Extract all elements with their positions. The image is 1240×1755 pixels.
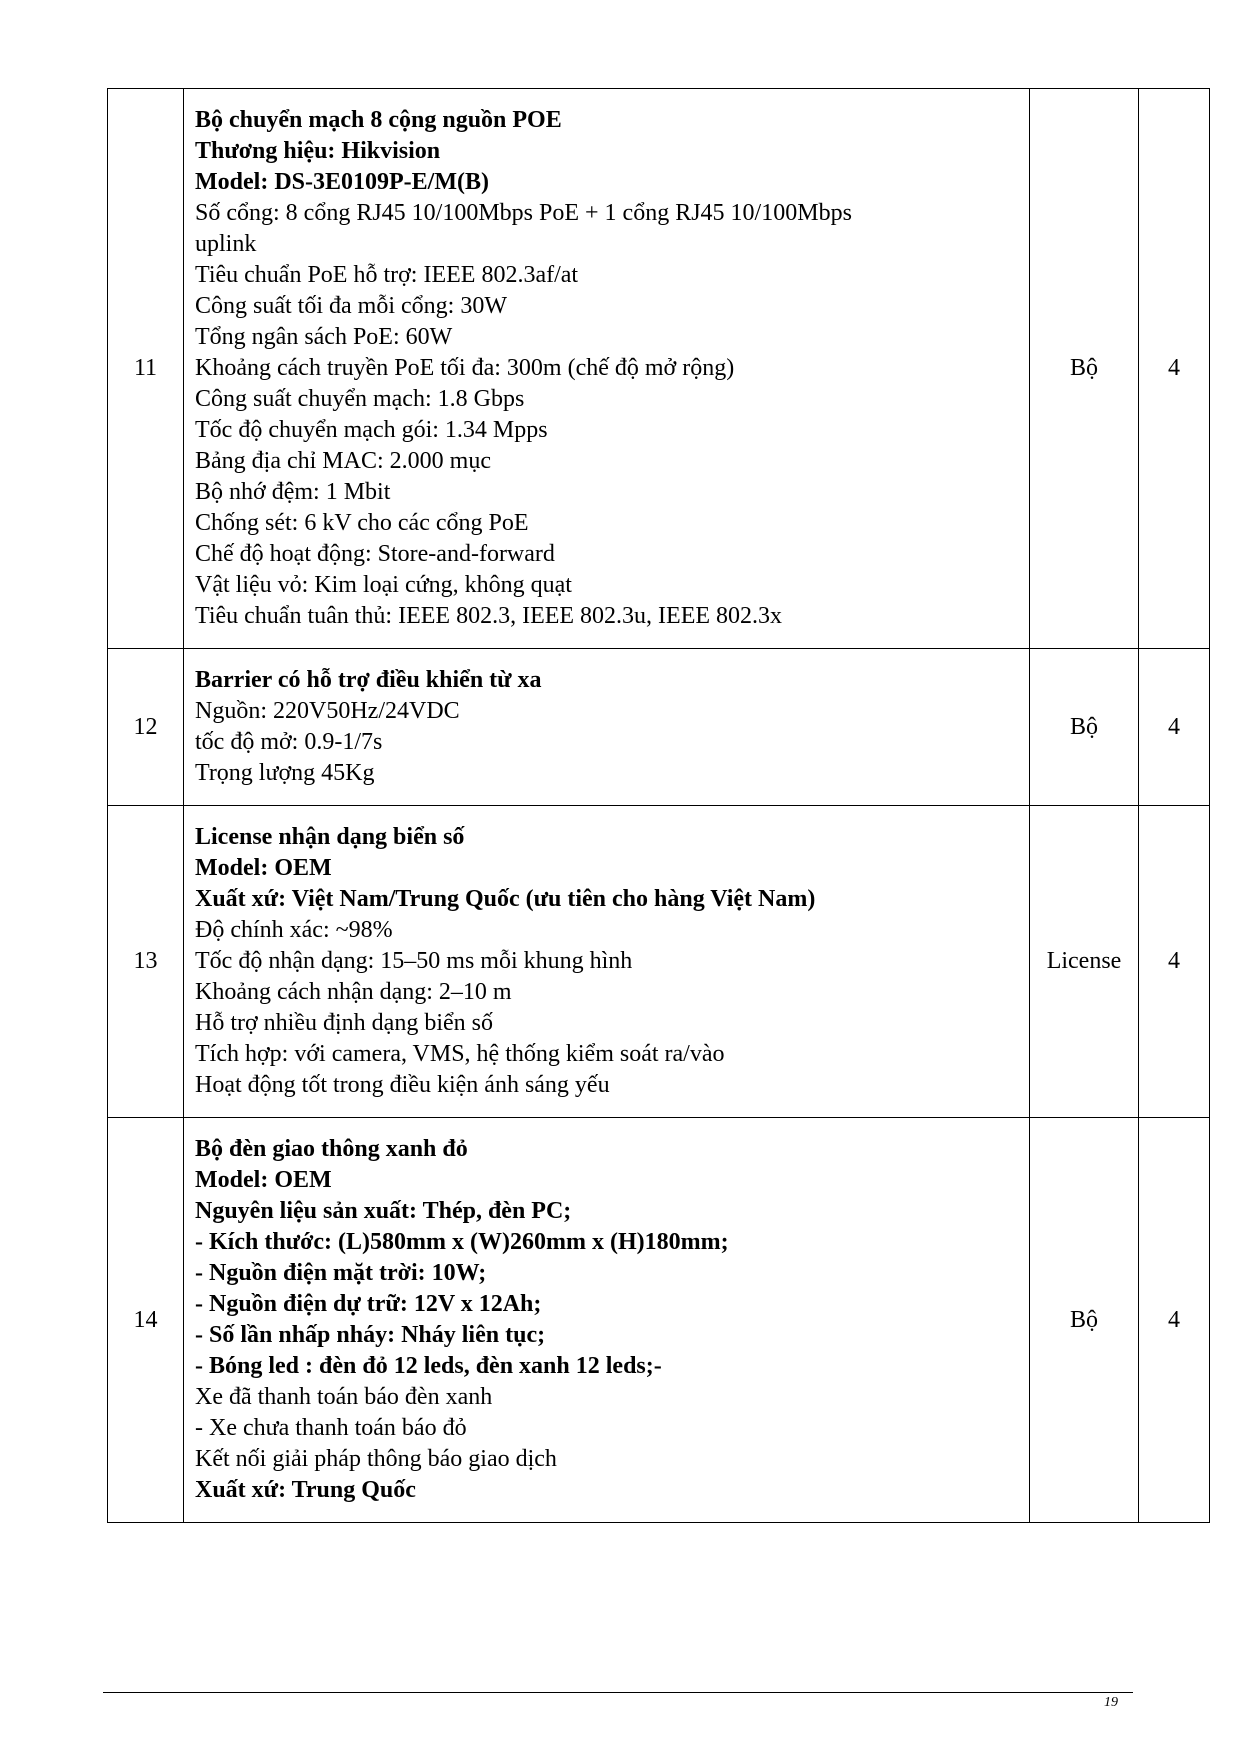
item-description [184, 649, 1030, 806]
item-quantity: 4 [1139, 649, 1210, 806]
equipment-spec-table [107, 88, 1210, 1523]
description-line: Trọng lượng 45Kg [195, 760, 375, 786]
description-line: Chống sét: 6 kV cho các cổng PoE [195, 510, 529, 536]
description-line: - Số lần nhấp nháy: Nháy liên tục; [195, 1322, 546, 1348]
item-quantity: 4 [1139, 89, 1210, 649]
item-unit: Bộ [1030, 89, 1139, 649]
table-row [108, 649, 1210, 806]
item-unit: Bộ [1030, 649, 1139, 806]
footer-divider [103, 1692, 1133, 1693]
description-line: Tiêu chuẩn PoE hỗ trợ: IEEE 802.3af/at [195, 262, 579, 288]
description-line: Tích hợp: với camera, VMS, hệ thống kiểm soát ra/vào [195, 1041, 725, 1067]
description-line: - Bóng led : đèn đỏ 12 leds, đèn xanh 12 leds;- [195, 1353, 662, 1379]
description-line: Tổng ngân sách PoE: 60W [195, 324, 453, 350]
description-line: Tiêu chuẩn tuân thủ: IEEE 802.3, IEEE 802.3u, IEEE 802.3x [195, 603, 783, 629]
item-description [184, 806, 1030, 1118]
description-line: Nguồn: 220V50Hz/24VDC [195, 698, 460, 724]
description-line: Hoạt động tốt trong điều kiện ánh sáng yếu [195, 1072, 610, 1098]
item-quantity: 4 [1139, 1118, 1210, 1523]
description-line: Model: OEM [195, 1167, 332, 1193]
table-row [108, 1118, 1210, 1523]
description-line: Tốc độ nhận dạng: 15–50 ms mỗi khung hình [195, 948, 633, 974]
description-line: - Nguồn điện dự trữ: 12V x 12Ah; [195, 1291, 542, 1317]
description-line: Công suất tối đa mỗi cổng: 30W [195, 293, 507, 319]
description-line: uplink [195, 231, 257, 257]
description-line: Kết nối giải pháp thông báo giao dịch [195, 1446, 557, 1472]
description-line: Tốc độ chuyển mạch gói: 1.34 Mpps [195, 417, 548, 443]
description-line: Độ chính xác: ~98% [195, 917, 393, 943]
description-line: Nguyên liệu sản xuất: Thép, đèn PC; [195, 1198, 572, 1224]
description-line: License nhận dạng biển số [195, 824, 465, 850]
item-quantity: 4 [1139, 806, 1210, 1118]
table-row [108, 89, 1210, 649]
page-number: 19 [1104, 1695, 1118, 1710]
table-row [108, 806, 1210, 1118]
item-unit: License [1030, 806, 1139, 1118]
description-line: Bộ đèn giao thông xanh đỏ [195, 1136, 468, 1162]
description-line: Xe đã thanh toán báo đèn xanh [195, 1384, 493, 1410]
description-line: Công suất chuyển mạch: 1.8 Gbps [195, 386, 525, 412]
description-line: Bảng địa chỉ MAC: 2.000 mục [195, 448, 491, 474]
description-line: Chế độ hoạt động: Store-and-forward [195, 541, 555, 567]
description-line: - Nguồn điện mặt trời: 10W; [195, 1260, 487, 1286]
description-line: tốc độ mở: 0.9-1/7s [195, 729, 383, 755]
description-line: Bộ chuyển mạch 8 cộng nguồn POE [195, 107, 562, 133]
description-line: Barrier có hỗ trợ điều khiển từ xa [195, 667, 542, 693]
spec-table-body [108, 89, 1210, 1523]
description-line: Bộ nhớ đệm: 1 Mbit [195, 479, 391, 505]
description-line: Khoảng cách nhận dạng: 2–10 m [195, 979, 512, 1005]
item-number: 12 [108, 649, 184, 806]
description-line: - Kích thước: (L)580mm x (W)260mm x (H)180mm; [195, 1229, 729, 1255]
description-line: Khoảng cách truyền PoE tối đa: 300m (chế độ mở rộng) [195, 355, 735, 381]
item-number: 11 [108, 89, 184, 649]
item-description [184, 89, 1030, 649]
description-line: Thương hiệu: Hikvision [195, 138, 441, 164]
item-unit: Bộ [1030, 1118, 1139, 1523]
item-number: 13 [108, 806, 184, 1118]
item-number: 14 [108, 1118, 184, 1523]
description-line: Xuất xứ: Việt Nam/Trung Quốc (ưu tiên cho hàng Việt Nam) [195, 886, 816, 912]
description-line: Hỗ trợ nhiều định dạng biển số [195, 1010, 493, 1036]
item-description [184, 1118, 1030, 1523]
description-line: Xuất xứ: Trung Quốc [195, 1477, 416, 1503]
description-line: Số cổng: 8 cổng RJ45 10/100Mbps PoE + 1 cổng RJ45 10/100Mbps [195, 200, 852, 226]
description-line: Vật liệu vỏ: Kim loại cứng, không quạt [195, 572, 572, 598]
description-line: Model: DS-3E0109P-E/M(B) [195, 169, 489, 195]
description-line: - Xe chưa thanh toán báo đỏ [195, 1415, 467, 1441]
description-line: Model: OEM [195, 855, 332, 881]
